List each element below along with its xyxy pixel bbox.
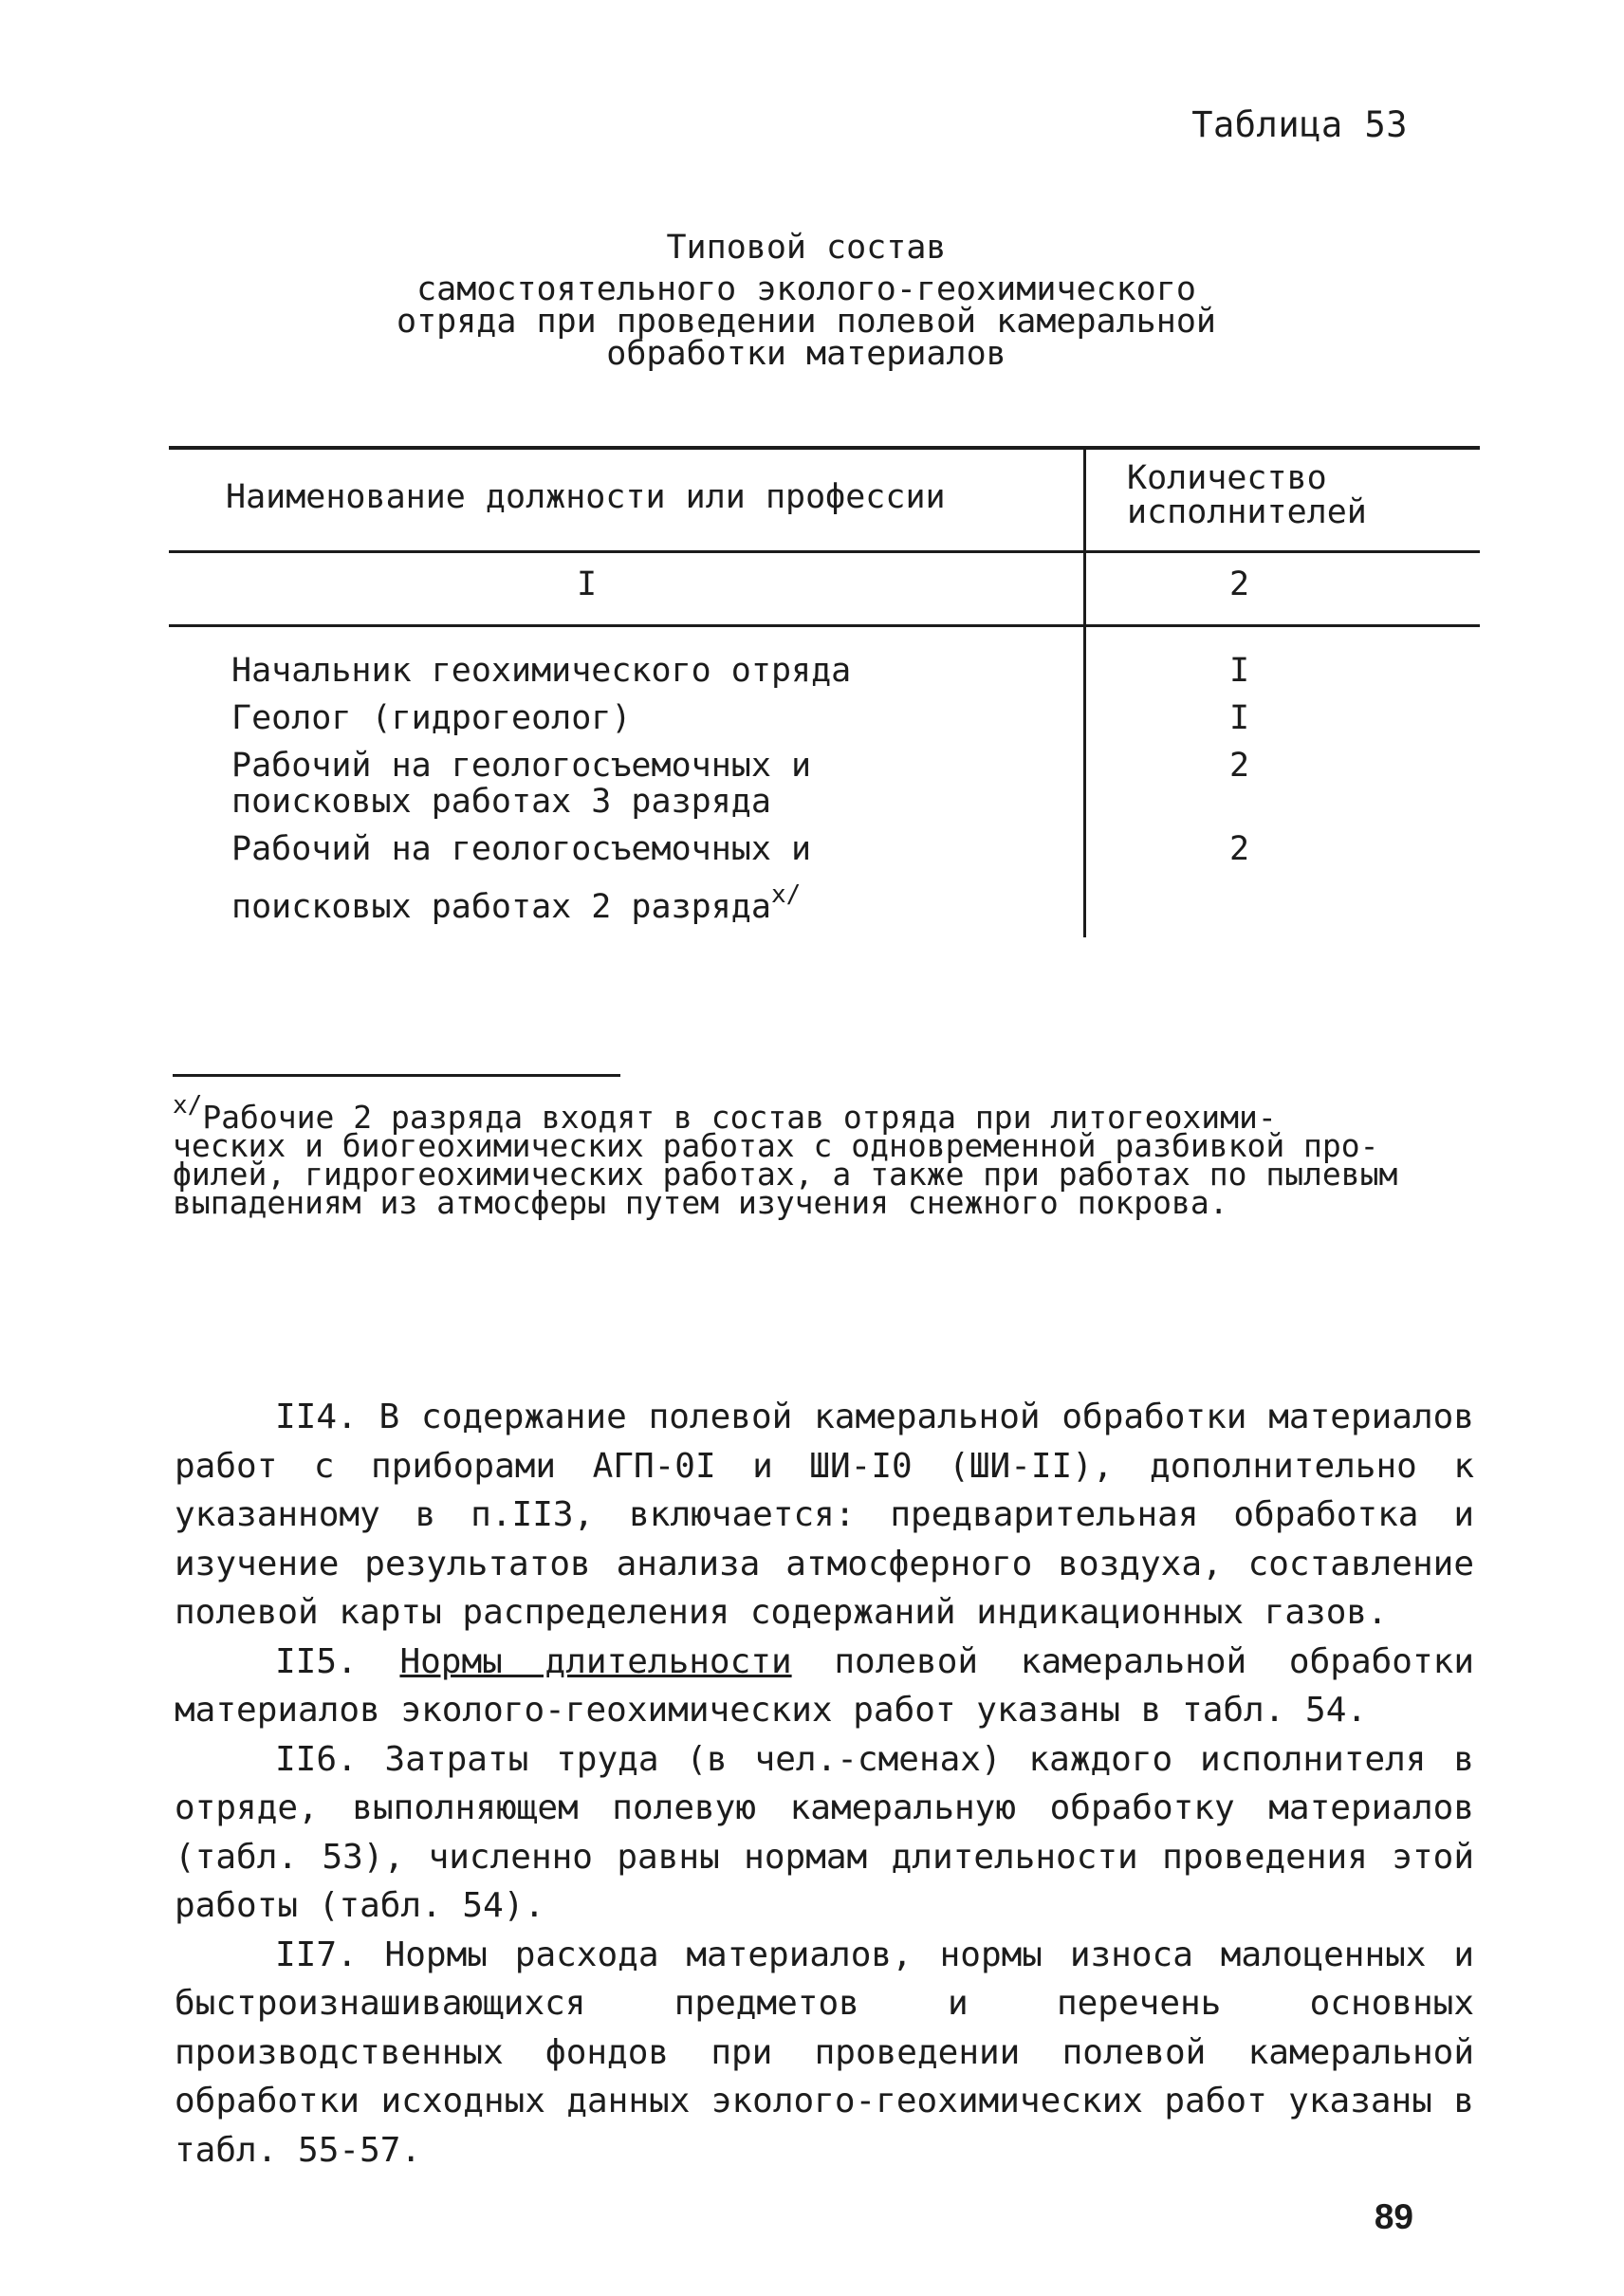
footnote-mark: x/ bbox=[173, 1091, 203, 1120]
row-position: Рабочий на геологосъемочных и поисковых работах 2 разряда$^{x/}$ bbox=[231, 830, 812, 926]
table-row bbox=[231, 748, 1465, 820]
row-quantity: 2 bbox=[1229, 830, 1250, 868]
header-quantity-line-2: исполнителей bbox=[1127, 493, 1367, 531]
title-line-4: обработки материалов bbox=[606, 335, 1006, 373]
paragraph-116: II6. Затраты труда (в чел.-сменах) каждого исполнителя в отряде, выполняющем полевую камеральную обработку материалов (табл. 53), численно равны нормам длительности проведения этой работы (табл. 54). bbox=[175, 1739, 1474, 1925]
table-body bbox=[231, 653, 1465, 925]
table-row bbox=[231, 700, 1465, 736]
footnote-separator bbox=[173, 1074, 620, 1077]
footnote bbox=[173, 1091, 1482, 1221]
footnote-mark: x/ bbox=[770, 880, 802, 909]
table-header-rule bbox=[169, 550, 1480, 553]
paragraph-115: II5. Нормы длительности полевой камеральной обработки материалов эколого-геохимических работ указаны в табл. 54. bbox=[175, 1641, 1474, 1730]
row-quantity: 2 bbox=[1229, 747, 1250, 785]
table-number-rule bbox=[169, 624, 1480, 627]
title-line-1: Типовой состав bbox=[666, 229, 947, 267]
header-quantity-line-1: Количество bbox=[1127, 459, 1327, 497]
footnote-line-1: Рабочие 2 разряда входят в состав отряда при литогеохими- bbox=[202, 1099, 1277, 1136]
row-position: Начальник геохимического отряда bbox=[231, 652, 852, 690]
body-text bbox=[175, 1393, 1474, 2175]
header-quantity bbox=[1127, 461, 1367, 529]
column-number-1: I bbox=[577, 565, 598, 603]
row-quantity: I bbox=[1229, 699, 1250, 737]
header-position-name: Наименование должности или профессии bbox=[226, 478, 946, 516]
table-row bbox=[231, 653, 1465, 689]
row-position: Рабочий на геологосъемочных и поисковых работах 3 разряда bbox=[231, 747, 812, 821]
title-line-2: самостоятельного эколого-геохимического bbox=[416, 270, 1196, 308]
footnote-line-3: филей, гидрогеохимических работах, а также при работах по пылевым bbox=[173, 1156, 1398, 1193]
footnote-line-2: ческих и биогеохимических работах с одновременной разбивкой про- bbox=[173, 1127, 1379, 1164]
column-number-2: 2 bbox=[1229, 565, 1250, 603]
row-position: Геолог (гидрогеолог) bbox=[231, 699, 632, 737]
table-label: Таблица 53 bbox=[1191, 104, 1408, 145]
table-row bbox=[231, 831, 1465, 925]
table-top-rule bbox=[169, 446, 1480, 450]
row-quantity: I bbox=[1229, 652, 1250, 690]
underlined-term: Нормы длительности bbox=[399, 1641, 792, 1681]
page-number: 89 bbox=[1374, 2197, 1413, 2236]
footnote-line-4: выпадениям из атмосферы путем изучения снежного покрова. bbox=[173, 1184, 1228, 1221]
title-line-3: отряда при проведении полевой камеральной bbox=[397, 303, 1216, 341]
table-title bbox=[332, 229, 1281, 373]
paragraph-117: II7. Нормы расхода материалов, нормы износа малоценных и быстроизнашивающихся предметов и перечень основных производственных фондов при проведении полевой камеральной обработки исходных данных эколого-геохимических работ указаны в табл. 55-57. bbox=[175, 1935, 1474, 2170]
paragraph-114: II4. В содержание полевой камеральной обработки материалов работ с приборами АГП-0I и ШИ-I0 (ШИ-II), дополнительно к указанному в п.II3, включается: предварительная обработка и изучение результатов анализа атмосферного воздуха, составление полевой карты распределения содержаний индикационных газов. bbox=[175, 1398, 1474, 1632]
